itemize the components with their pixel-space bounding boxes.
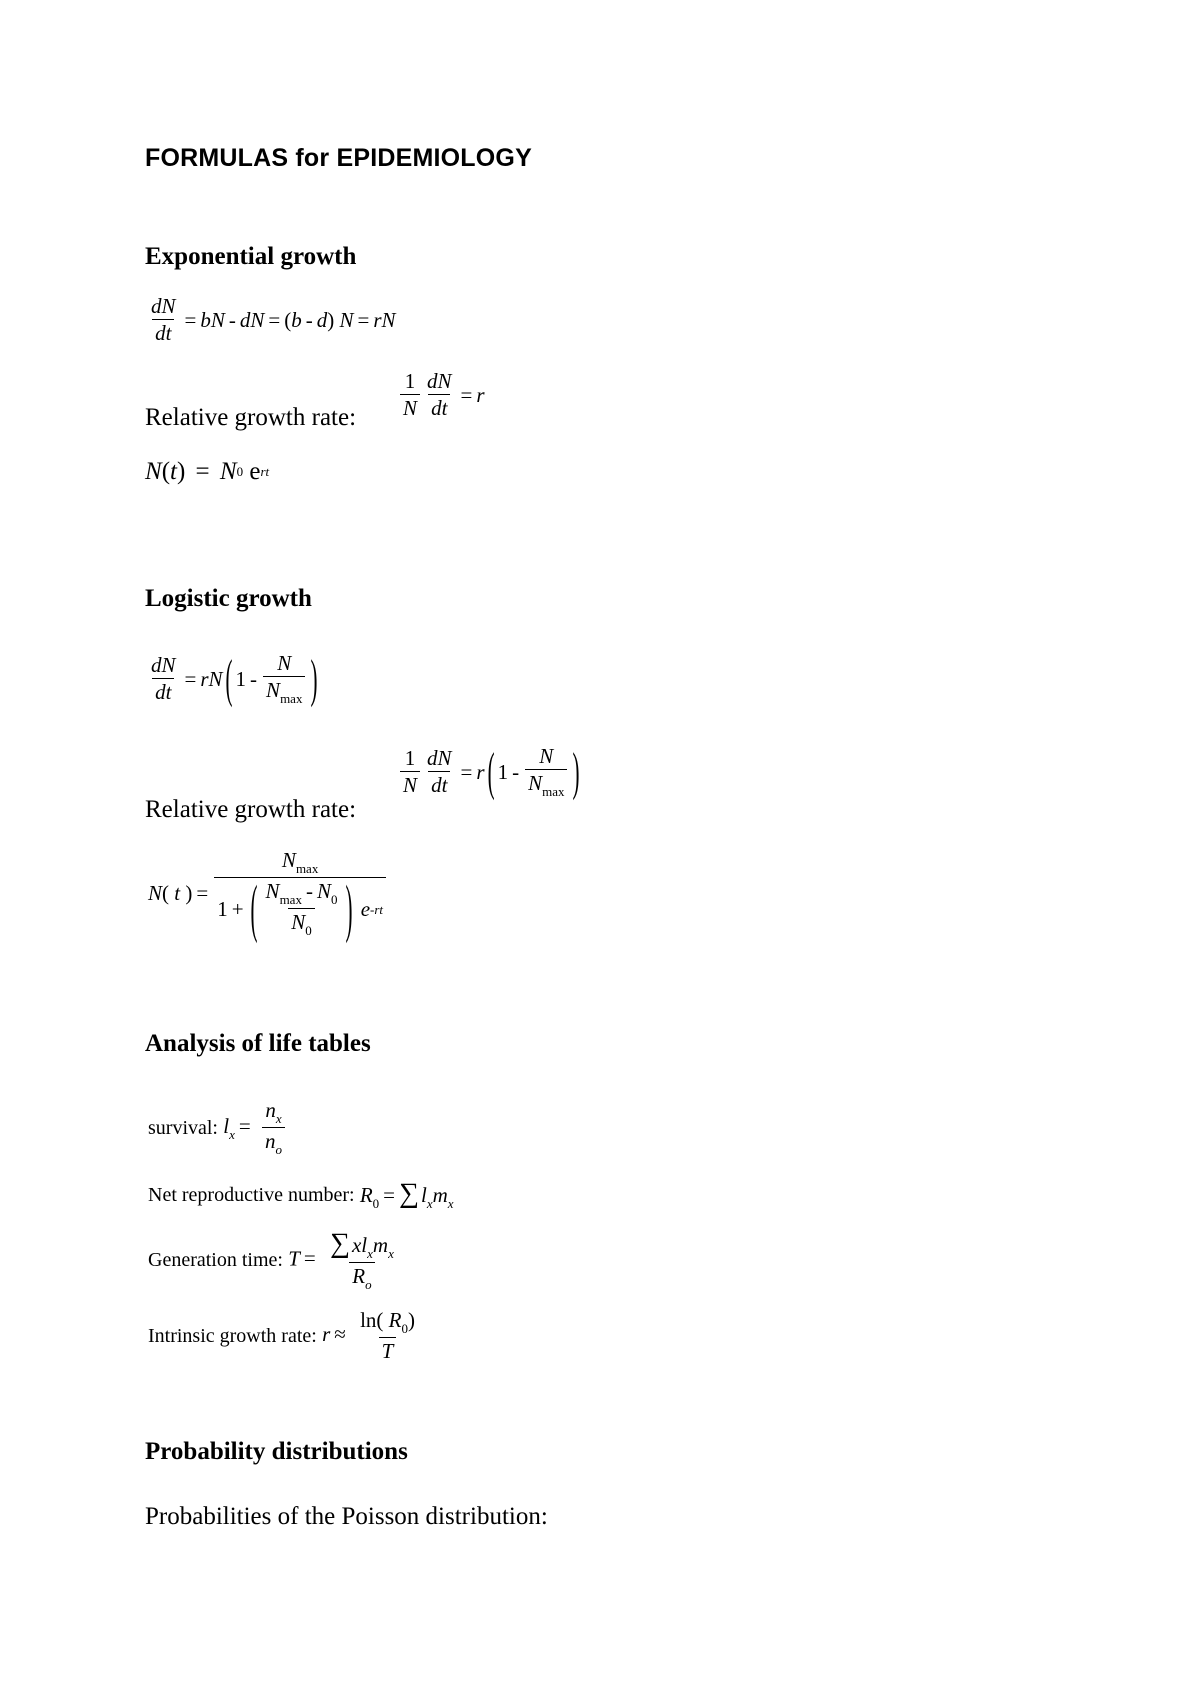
heading-life-tables: Analysis of life tables (145, 1030, 371, 1057)
net-reproductive-label: Net reproductive number: (148, 1183, 355, 1206)
survival-label: survival: (148, 1116, 218, 1139)
exponential-solution-equation: N ( t ) = N 0 e rt (145, 458, 270, 485)
logistic-solution-equation: N ( t ) = $N_{max}$ 1 + ( $\frac{N_{max} - N_0}{N_0}$ ) e -rt (148, 850, 388, 937)
intrinsic-growth-label: Intrinsic growth rate: (148, 1324, 317, 1347)
logistic-relative-growth-label: Relative growth rate: (145, 796, 357, 823)
heading-logistic-growth: Logistic growth (145, 585, 312, 612)
intrinsic-growth-formula: Intrinsic growth rate: r ≈ $\frac{\ln( R_0)}{T}$ (148, 1308, 415, 1363)
exponential-relative-growth-equation: $\frac{1}{N}$ $\frac{dN}{dt}$ = r (398, 371, 485, 419)
net-reproductive-formula: Net reproductive number: $R_0 = \sum l_xm_x$ (148, 1178, 454, 1211)
heading-probability-distributions: Probability distributions (145, 1438, 408, 1465)
exponential-growth-equation: $\frac{dN}{dt}$ = bN - dN = ( b - d ) N = rN (151, 294, 396, 345)
logistic-relative-growth-equation: $\frac{1}{N}$ $\frac{dN}{dt}$ = r ( 1 - $\frac{N}{N_{max}}$ ) (398, 746, 582, 798)
exponential-relative-growth-label: Relative growth rate: (145, 404, 357, 431)
logistic-growth-equation: $\frac{dN}{dt}$ = rN ( 1 - $\frac{N}{N_{max}}$ ) (151, 647, 318, 708)
generation-time-formula: Generation time: T = $\frac{\sum xl_xm_x}{R_o}$ (148, 1228, 394, 1292)
heading-exponential-growth: Exponential growth (145, 243, 357, 270)
survival-formula: survival: $l_x$ = $\frac{n_x}{n_o}$ (148, 1100, 287, 1156)
generation-time-label: Generation time: (148, 1249, 283, 1271)
page-title: FORMULAS for EPIDEMIOLOGY (145, 144, 532, 172)
poisson-label: Probabilities of the Poisson distribution: (145, 1503, 548, 1530)
